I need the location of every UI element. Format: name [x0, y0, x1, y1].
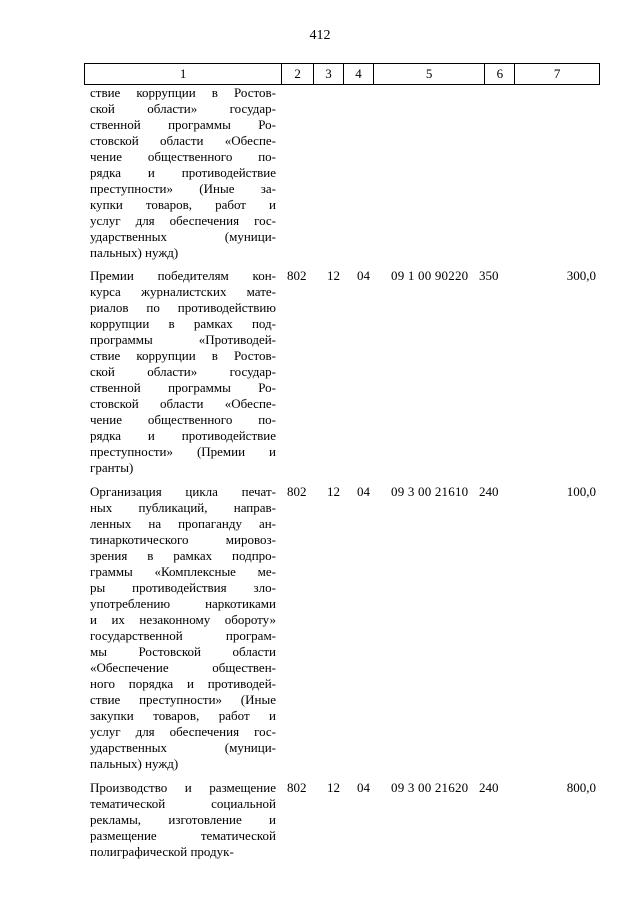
description-line: ствие коррупции в Ростов- — [90, 348, 276, 363]
description-line: мы Ростовской области — [90, 644, 276, 659]
description-line: ры противодействия зло- — [90, 580, 276, 595]
row-description — [90, 780, 276, 860]
table-body — [90, 85, 600, 860]
description-line: коррупции в рамках под- — [90, 316, 276, 331]
expense-type-code: 350 — [479, 268, 499, 283]
description-line: ного порядка и противодей- — [90, 676, 276, 691]
description-line: полиграфической продук- — [90, 844, 234, 859]
table-row — [90, 484, 600, 772]
description-line: государственной програм- — [90, 628, 276, 643]
description-line: программы «Противодей- — [90, 332, 276, 347]
description-line: Производство и размещение — [90, 780, 276, 795]
description-line: пальных) нужд) — [90, 756, 179, 771]
table-row — [90, 85, 600, 261]
description-line: ственной программы Ро- — [90, 117, 276, 132]
header-col-7: 7 — [553, 66, 561, 81]
expense-type-code: 240 — [479, 484, 499, 499]
description-line: услуг для обеспечения гос- — [90, 724, 276, 739]
amount: 800,0 — [566, 780, 596, 795]
description-line: пальных) нужд) — [90, 245, 179, 260]
description-line: употреблению наркотиками — [90, 596, 276, 611]
description-line: стовской области «Обеспе- — [90, 396, 276, 411]
table-row — [90, 780, 600, 860]
description-line: рядка и противодействие — [90, 428, 276, 443]
header-col-2: 2 — [282, 64, 314, 84]
description-line: закупки товаров, работ и — [90, 708, 276, 723]
description-line: риалов по противодействию — [90, 300, 276, 315]
description-line: преступности» (Премии и — [90, 444, 276, 459]
header-col-4: 4 — [344, 64, 374, 84]
page-number: 412 — [309, 28, 331, 43]
description-line: ской области» государ- — [90, 101, 276, 116]
row-description — [90, 268, 276, 476]
description-line: и их незаконному обороту» — [90, 612, 276, 627]
description-line: ных публикаций, направ- — [90, 500, 276, 515]
description-line: Организация цикла печат- — [90, 484, 276, 499]
amount: 100,0 — [566, 484, 596, 499]
subsection-code: 04 — [357, 780, 370, 795]
target-article-code: 09 1 00 90220 — [391, 268, 469, 283]
subsection-code: 04 — [357, 268, 370, 283]
description-line: услуг для обеспечения гос- — [90, 213, 276, 228]
amount: 300,0 — [566, 268, 596, 283]
description-line: зрения в рамках подпро- — [90, 548, 276, 563]
header-col-1: 1 — [85, 64, 282, 84]
description-line: граммы «Комплексные ме- — [90, 564, 276, 579]
description-line: стовской области «Обеспе- — [90, 133, 276, 148]
ved-code: 802 — [287, 268, 307, 283]
description-line: ствие коррупции в Ростов- — [90, 85, 276, 100]
ved-code: 802 — [287, 484, 307, 499]
description-line: ударственных (муници- — [90, 229, 276, 244]
ved-code: 802 — [287, 780, 307, 795]
description-line: рекламы, изготовление и — [90, 812, 276, 827]
section-code: 12 — [327, 484, 340, 499]
description-line: чение общественного по- — [90, 149, 276, 164]
description-line: тематической социальной — [90, 796, 276, 811]
section-code: 12 — [327, 780, 340, 795]
section-code: 12 — [327, 268, 340, 283]
target-article-code: 09 3 00 21610 — [391, 484, 469, 499]
description-line: тинаркотического мировоз- — [90, 532, 276, 547]
description-line: размещение тематической — [90, 828, 276, 843]
description-line: преступности» (Иные за- — [90, 181, 276, 196]
subsection-code: 04 — [357, 484, 370, 499]
description-line: рядка и противодействие — [90, 165, 276, 180]
header-col-5: 5 — [374, 64, 486, 84]
description-line: Премии победителям кон- — [90, 268, 276, 283]
description-line: «Обеспечение обществен- — [90, 660, 276, 675]
table-row — [90, 268, 600, 476]
description-line: ственной программы Ро- — [90, 380, 276, 395]
header-col-3: 3 — [314, 64, 344, 84]
description-line: чение общественного по- — [90, 412, 276, 427]
description-line: ствие преступности» (Иные — [90, 692, 276, 707]
description-line: гранты) — [90, 460, 134, 475]
table-header — [84, 63, 600, 85]
description-line: ской области» государ- — [90, 364, 276, 379]
row-description — [90, 85, 276, 261]
description-line: курса журналистских мате- — [90, 284, 276, 299]
description-line: ленных на пропаганду ан- — [90, 516, 276, 531]
expense-type-code: 240 — [479, 780, 499, 795]
row-description — [90, 484, 276, 772]
target-article-code: 09 3 00 21620 — [391, 780, 469, 795]
description-line: купки товаров, работ и — [90, 197, 276, 212]
header-col-6: 6 — [485, 64, 515, 84]
description-line: ударственных (муници- — [90, 740, 276, 755]
